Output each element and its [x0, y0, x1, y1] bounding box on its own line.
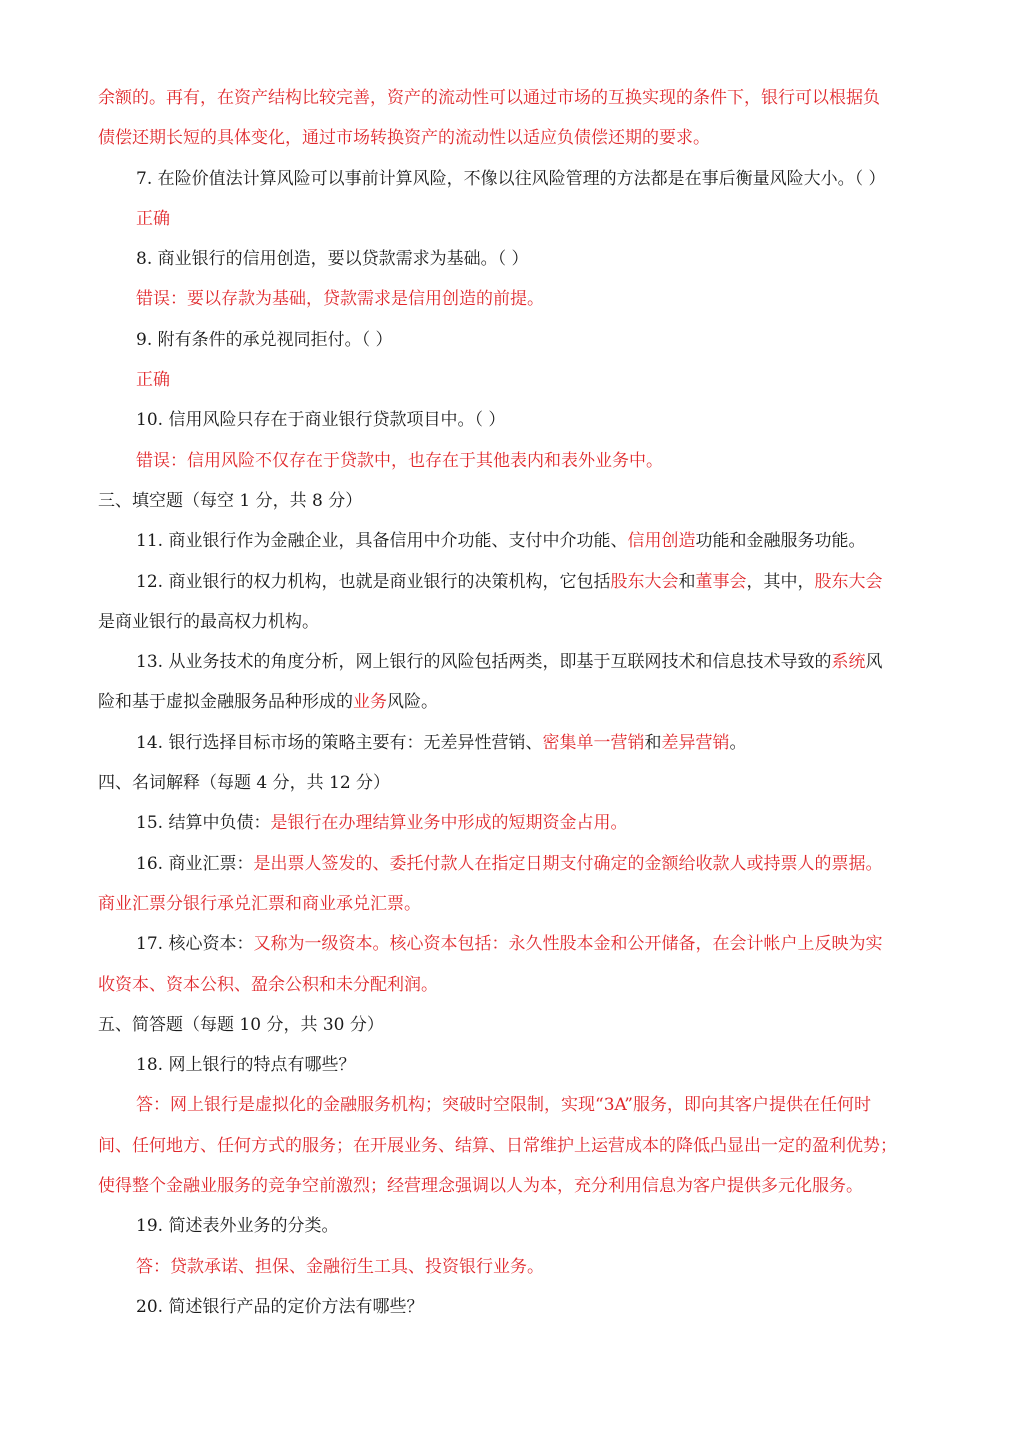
- question-text: 18. 网上银行的特点有哪些？: [136, 1055, 356, 1076]
- text-line: [98, 924, 934, 964]
- answer-text: 错误：信用风险不仅存在于贷款中，也存在于其他表内和表外业务中。: [136, 450, 663, 471]
- answer-text: 正确: [136, 208, 170, 229]
- question-text: 9. 附有条件的承兑视同拒付。（ ）: [136, 329, 393, 350]
- question-text: 和: [678, 571, 696, 592]
- answer-text: 商业汇票分银行承兑汇票和商业承兑汇票。: [98, 893, 421, 914]
- question-text: 19. 简述表外业务的分类。: [136, 1216, 339, 1237]
- text-line: [98, 1045, 934, 1085]
- text-line: [98, 1005, 934, 1045]
- text-line: [98, 642, 934, 682]
- question-text: 14. 银行选择目标市场的策略主要有：无差异性营销、: [136, 732, 543, 753]
- answer-text: 余额的。再有，在资产结构比较完善，资产的流动性可以通过市场的互换实现的条件下，银行可以根据负: [98, 88, 880, 108]
- question-text: 是商业银行的最高权力机构。: [98, 611, 319, 632]
- question-text: 和: [644, 732, 662, 753]
- text-line: [98, 400, 934, 440]
- text-line: [98, 763, 934, 803]
- text-line: [98, 723, 934, 763]
- text-line: [98, 360, 934, 400]
- text-line: [98, 844, 934, 884]
- question-text: 四、名词解释（每题 4 分，共 12 分）: [98, 773, 391, 794]
- question-text: ，其中，: [746, 571, 815, 592]
- question-text: 风: [865, 652, 883, 673]
- text-line: [98, 1126, 934, 1166]
- question-text: 20. 简述银行产品的定价方法有哪些？: [136, 1296, 424, 1317]
- question-text: 五、简答题（每题 10 分，共 30 分）: [98, 1014, 384, 1035]
- answer-text: 信用创造: [627, 531, 696, 552]
- question-text: 险和基于虚拟金融服务品种形成的: [98, 692, 353, 713]
- text-line: [98, 1206, 934, 1246]
- question-text: 功能和金融服务功能。: [695, 531, 866, 552]
- answer-text: 收资本、资本公积、盈余公积和未分配利润。: [98, 974, 438, 995]
- question-text: 。: [729, 732, 747, 753]
- text-line: [98, 159, 934, 199]
- text-line: [98, 682, 934, 722]
- text-line: [98, 1247, 934, 1287]
- text-line: [98, 320, 934, 360]
- text-line: [98, 118, 934, 158]
- question-text: 8. 商业银行的信用创造，要以贷款需求为基础。（ ）: [136, 249, 529, 270]
- answer-text: 间、任何地方、任何方式的服务；在开展业务、结算、日常维护上运营成本的降低凸显出一定的盈利优势；: [98, 1135, 897, 1156]
- question-text: 17. 核心资本：: [136, 934, 254, 955]
- answer-text: 又称为一级资本。核心资本包括：永久性股本金和公开储备，在会计帐户上反映为实: [253, 934, 883, 955]
- question-text: 11. 商业银行作为金融企业，具备信用中介功能、支付中介功能、: [136, 531, 628, 552]
- answer-text: 股东大会: [610, 571, 679, 592]
- answer-text: 答：网上银行是虚拟化的金融服务机构；突破时空限制，实现“3A”服务，即向其客户提供在任何时: [136, 1095, 871, 1116]
- question-text: 15. 结算中负债：: [136, 813, 271, 834]
- text-line: [98, 884, 934, 924]
- text-line: [98, 441, 934, 481]
- question-text: 7. 在险价值法计算风险可以事前计算风险，不像以往风险管理的方法都是在事后衡量风险大小。（ ）: [136, 168, 886, 189]
- text-line: [98, 78, 934, 118]
- question-text: 13. 从业务技术的角度分析，网上银行的风险包括两类，即基于互联网技术和信息技术导致的: [136, 652, 832, 673]
- answer-text: 差异营销: [661, 732, 730, 753]
- answer-text: 答：贷款承诺、担保、金融衍生工具、投资银行业务。: [136, 1256, 544, 1277]
- text-line: [98, 279, 934, 319]
- answer-text: 正确: [136, 370, 170, 391]
- answer-text: 是银行在办理结算业务中形成的短期资金占用。: [270, 813, 628, 834]
- question-text: 10. 信用风险只存在于商业银行贷款项目中。（ ）: [136, 410, 506, 431]
- answer-text: 股东大会: [814, 571, 883, 592]
- text-line: [98, 602, 934, 642]
- text-line: [98, 481, 934, 521]
- question-text: 12. 商业银行的权力机构，也就是商业银行的决策机构，它包括: [136, 571, 611, 592]
- text-line: [98, 1287, 934, 1327]
- text-line: [98, 239, 934, 279]
- answer-text: 是出票人签发的、委托付款人在指定日期支付确定的金额给收款人或持票人的票据。: [253, 853, 883, 874]
- answer-text: 使得整个金融业服务的竞争空前激烈；经营理念强调以人为本，充分利用信息为客户提供多元化服务。: [98, 1176, 863, 1197]
- text-line: [98, 562, 934, 602]
- answer-text: 系统: [831, 652, 866, 673]
- answer-text: 密集单一营销: [542, 732, 645, 753]
- text-line: [98, 965, 934, 1005]
- text-line: [98, 521, 934, 561]
- text-line: [98, 1166, 934, 1206]
- text-line: [98, 803, 934, 843]
- text-line: [98, 1085, 934, 1125]
- question-text: 风险。: [387, 692, 438, 713]
- answer-text: 债偿还期长短的具体变化，通过市场转换资产的流动性以适应负债偿还期的要求。: [98, 128, 710, 149]
- text-line: [98, 199, 934, 239]
- answer-text: 错误：要以存款为基础，贷款需求是信用创造的前提。: [136, 289, 544, 310]
- answer-text: 董事会: [695, 571, 747, 592]
- answer-text: 业务: [353, 692, 387, 713]
- question-text: 16. 商业汇票：: [136, 853, 254, 874]
- question-text: 三、填空题（每空 1 分，共 8 分）: [98, 490, 363, 511]
